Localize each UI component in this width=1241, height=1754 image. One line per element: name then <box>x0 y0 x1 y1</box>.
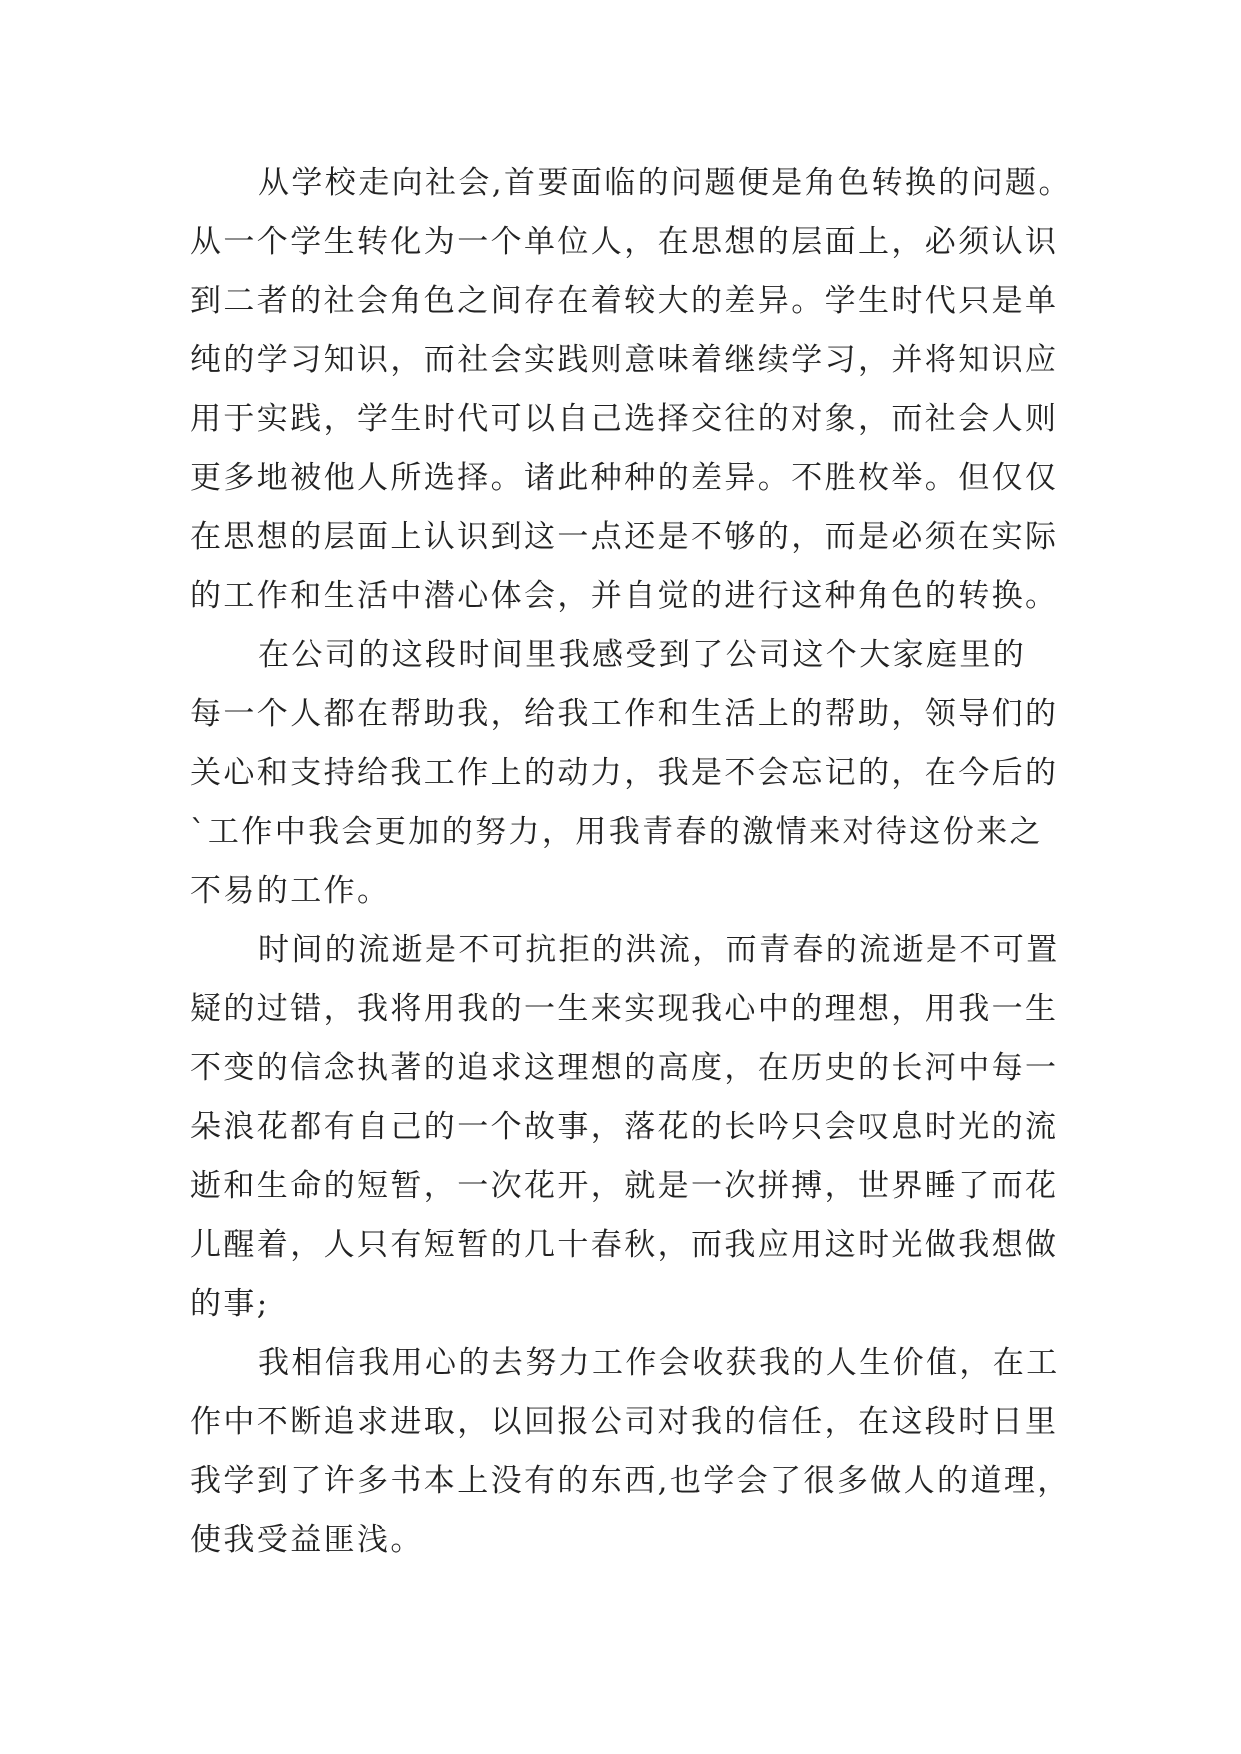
paragraph-line: 使我受益匪浅。 <box>190 1522 424 1558</box>
paragraph-line: 关心和支持给我工作上的动力，我是不会忘记的，在今后的 <box>190 755 1059 791</box>
paragraph-line: 用于实践，学生时代可以自己选择交往的对象，而社会人则 <box>190 401 1059 437</box>
paragraph-line: 朵浪花都有自己的一个故事，落花的长吟只会叹息时光的流 <box>190 1109 1059 1145</box>
paragraph-line: 纯的学习知识，而社会实践则意味着继续学习，并将知识应 <box>190 342 1059 378</box>
paragraph-line: 更多地被他人所选择。诸此种种的差异。不胜枚举。但仅仅 <box>190 460 1059 496</box>
paragraph-line: 不变的信念执著的追求这理想的高度，在历史的长河中每一 <box>190 1050 1059 1086</box>
paragraph-line: 作中不断追求进取，以回报公司对我的信任，在这段时日里 <box>190 1404 1059 1440</box>
paragraph-line: 时间的流逝是不可抗拒的洪流，而青春的流逝是不可置 <box>258 932 1060 968</box>
paragraph-line: 不易的工作。 <box>190 873 391 909</box>
paragraph-line: 在公司的这段时间里我感受到了公司这个大家庭里的 <box>258 637 1027 673</box>
paragraph-line: 到二者的社会角色之间存在着较大的差异。学生时代只是单 <box>190 283 1059 319</box>
paragraph-line: 从一个学生转化为一个单位人，在思想的层面上，必须认识 <box>190 224 1059 260</box>
paragraph-line: 我相信我用心的去努力工作会收获我的人生价值，在工 <box>258 1345 1060 1381</box>
paragraph-line: 从学校走向社会,首要面临的问题便是角色转换的问题。 <box>258 165 1072 201</box>
paragraph-line: 每一个人都在帮助我，给我工作和生活上的帮助，领导们的 <box>190 696 1059 732</box>
paragraph-line: 在思想的层面上认识到这一点还是不够的，而是必须在实际 <box>190 519 1059 555</box>
paragraph-line: 我学到了许多书本上没有的东西,也学会了很多做人的道理， <box>190 1463 1071 1499</box>
paragraph-line: 儿醒着，人只有短暂的几十春秋，而我应用这时光做我想做 <box>190 1227 1059 1263</box>
paragraph-line: 的事; <box>190 1286 270 1322</box>
paragraph-line: `工作中我会更加的努力，用我青春的激情来对待这份来之 <box>190 814 1043 850</box>
paragraph-line: 逝和生命的短暂，一次花开，就是一次拼搏，世界睡了而花 <box>190 1168 1059 1204</box>
paragraph-line: 疑的过错，我将用我的一生来实现我心中的理想，用我一生 <box>190 991 1059 1027</box>
paragraph-line: 的工作和生活中潜心体会，并自觉的进行这种角色的转换。 <box>190 578 1059 614</box>
